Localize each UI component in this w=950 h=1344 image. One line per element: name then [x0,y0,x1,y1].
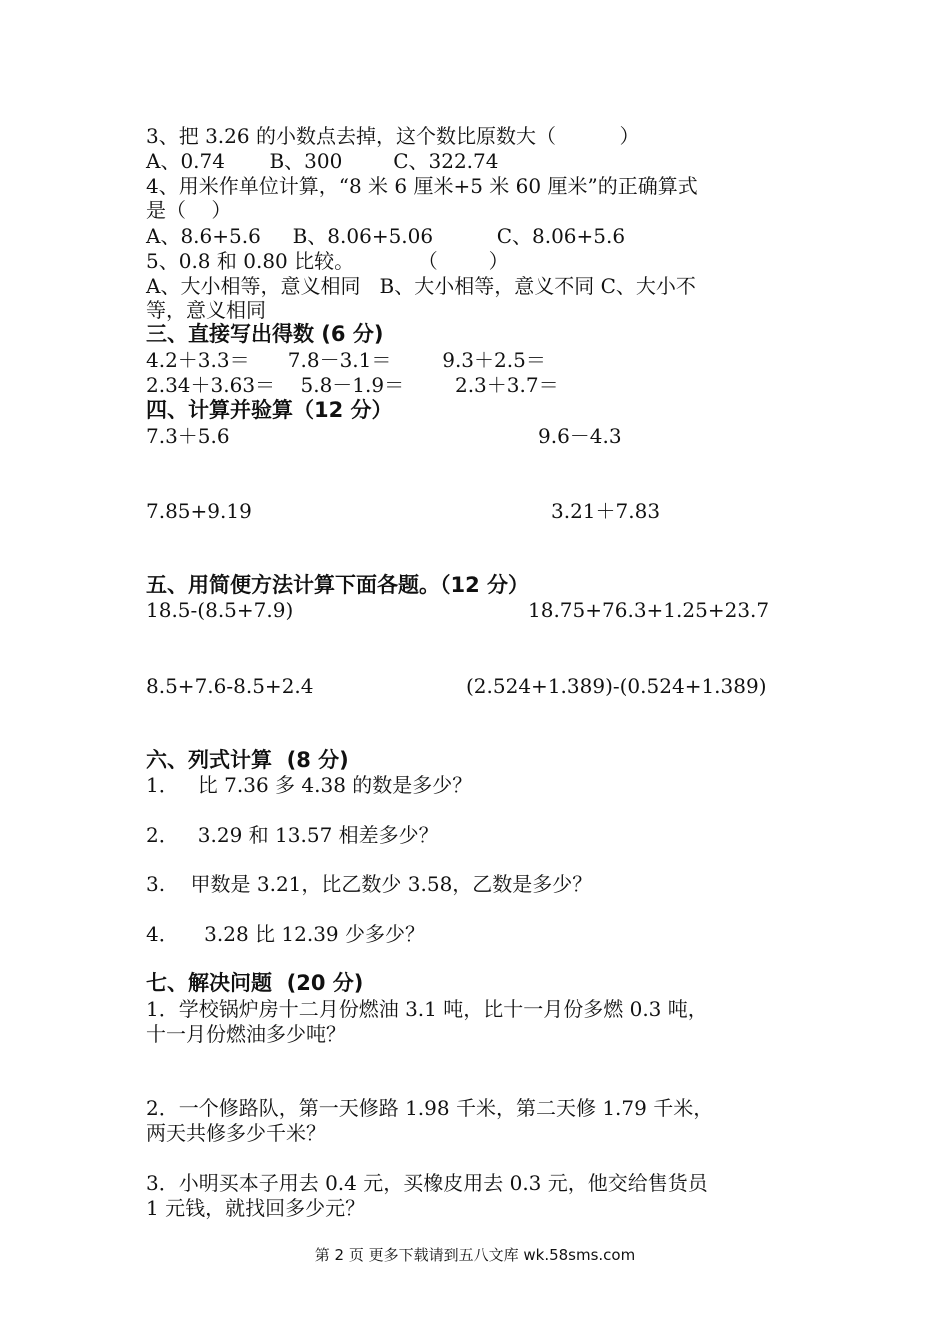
q4-options: A、8.6+5.6 B、8.06+5.06 C、8.06+5.6 [146,224,626,248]
s7-question-1-line2: 十一月份燃油多少吨？ [146,1022,346,1046]
s3-row-2: 2.34＋3.63＝ 5.8－1.9＝ 2.3＋3.7＝ [146,373,559,397]
section-6-heading: 六、列式计算 (8 分) [146,748,349,772]
s4-item-d: 3.21＋7.83 [551,499,661,523]
section-4-heading: 四、计算并验算（12 分） [146,398,393,422]
s5-item-c: 8.5+7.6-8.5+2.4 [146,674,314,698]
page-footer: 第 2 页 更多下载请到五八文库 wk.58sms.com [314,1246,636,1264]
q4-question-line2: 是（ ） [146,198,232,222]
s5-item-a: 18.5-(8.5+7.9) [146,598,294,622]
q5-question: 5、0.8 和 0.80 比较。 （ ） [146,249,509,273]
s7-question-2-line1: 2．一个修路队，第一天修路 1.98 千米，第二天修 1.79 千米， [146,1096,714,1120]
q4-question-line1: 4、用米作单位计算，“8 米 6 厘米+5 米 60 厘米”的正确算式 [146,174,698,198]
section-7-heading: 七、解决问题 (20 分) [146,971,364,995]
q5-options-line2: 等，意义相同 [146,298,266,322]
s6-question-3: 3. 甲数是 3.21，比乙数少 3.58，乙数是多少？ [146,872,593,896]
section-5-heading: 五、用简便方法计算下面各题。（12 分） [146,573,530,597]
s3-row-1: 4.2＋3.3＝ 7.8－3.1＝ 9.3＋2.5＝ [146,348,546,372]
q3-question: 3、把 3.26 的小数点去掉，这个数比原数大（ ） [146,124,640,148]
s7-question-1-line1: 1．学校锅炉房十二月份燃油 3.1 吨，比十一月份多燃 0.3 吨， [146,997,708,1021]
section-3-heading: 三、直接写出得数 (6 分) [146,322,384,346]
s4-item-a: 7.3＋5.6 [146,424,230,448]
q5-options-line1: A、大小相等，意义相同 B、大小相等，意义不同 C、大小不 [146,274,696,298]
s7-question-2-line2: 两天共修多少千米？ [146,1121,326,1145]
s6-question-1: 1． 比 7.36 多 4.38 的数是多少？ [146,773,473,797]
s6-question-4: 4． 3.28 比 12.39 少多少？ [146,922,426,946]
q3-options: A、0.74 B、300 C、322.74 [146,149,499,173]
s5-item-b: 18.75+76.3+1.25+23.7 [528,598,770,622]
s4-item-c: 7.85+9.19 [146,499,252,523]
s4-item-b: 9.6－4.3 [538,424,622,448]
s5-item-d: (2.524+1.389)-(0.524+1.389) [466,674,767,698]
s6-question-2: 2． 3.29 和 13.57 相差多少？ [146,823,439,847]
s7-question-3-line1: 3．小明买本子用去 0.4 元，买橡皮用去 0.3 元，他交给售货员 [146,1171,708,1195]
s7-question-3-line2: 1 元钱，就找回多少元？ [146,1196,366,1220]
